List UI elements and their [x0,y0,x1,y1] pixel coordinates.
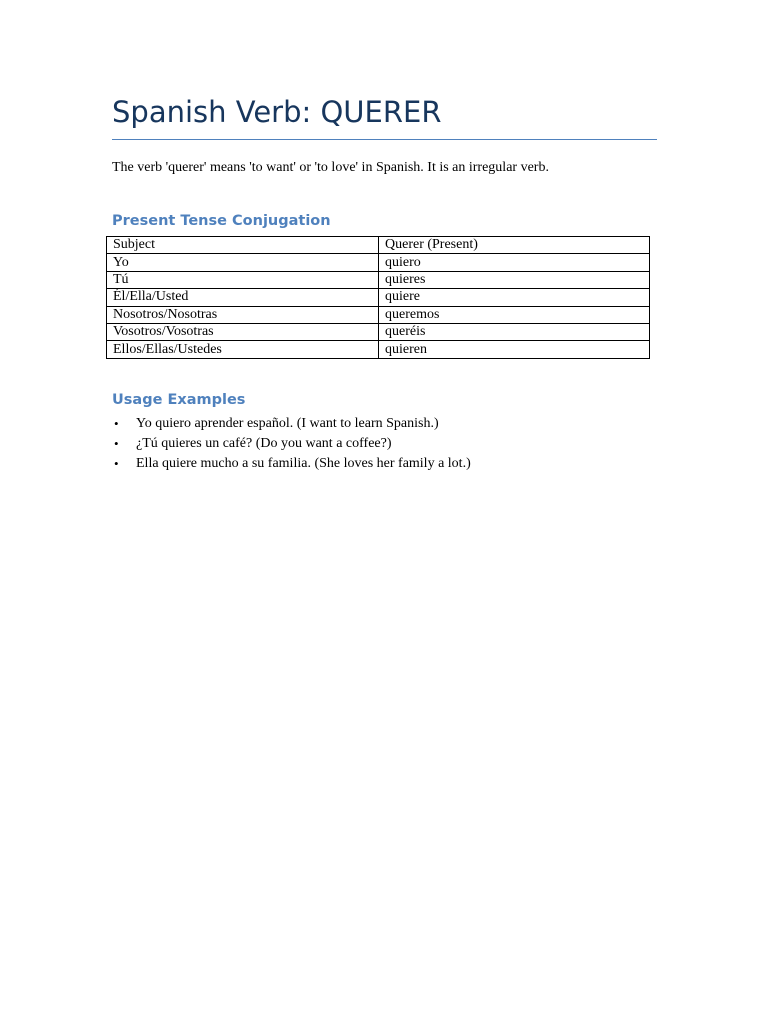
table-header-present: Querer (Present) [379,237,650,254]
example-text: Ella quiere mucho a su familia. (She loves her family a lot.) [136,456,471,471]
table-cell-form: quiere [379,289,650,306]
bullet-icon: • [114,456,119,471]
table-cell-form: quiero [379,254,650,271]
table-cell-form: quieres [379,271,650,288]
example-text: Yo quiero aprender español. (I want to learn Spanish.) [136,416,439,431]
table-cell-subject: Tú [107,271,379,288]
table-row [107,289,650,306]
title-underline [112,139,657,140]
table-row [107,306,650,323]
table-header-row [107,237,650,254]
table-cell-subject: Vosotros/Vosotras [107,323,379,340]
list-item [112,434,471,454]
table-cell-subject: Ellos/Ellas/Ustedes [107,341,379,358]
bullet-icon: • [114,436,119,451]
table-row [107,341,650,358]
list-item [112,454,471,474]
conjugation-table [106,236,650,359]
conjugation-heading: Present Tense Conjugation [112,213,331,229]
page-title: Spanish Verb: QUERER [112,95,442,129]
table-row [107,323,650,340]
table-row [107,271,650,288]
list-item [112,414,471,434]
table-row [107,254,650,271]
bullet-icon: • [114,416,119,431]
usage-examples-list [112,414,471,474]
table-cell-form: queremos [379,306,650,323]
table-cell-subject: Nosotros/Nosotras [107,306,379,323]
table-cell-form: queréis [379,323,650,340]
table-cell-subject: Él/Ella/Usted [107,289,379,306]
table-header-subject: Subject [107,237,379,254]
intro-paragraph: The verb 'querer' means 'to want' or 'to love' in Spanish. It is an irregular verb. [112,160,549,175]
usage-heading: Usage Examples [112,392,246,408]
table-cell-form: quieren [379,341,650,358]
table-cell-subject: Yo [107,254,379,271]
example-text: ¿Tú quieres un café? (Do you want a coffee?) [136,436,392,451]
